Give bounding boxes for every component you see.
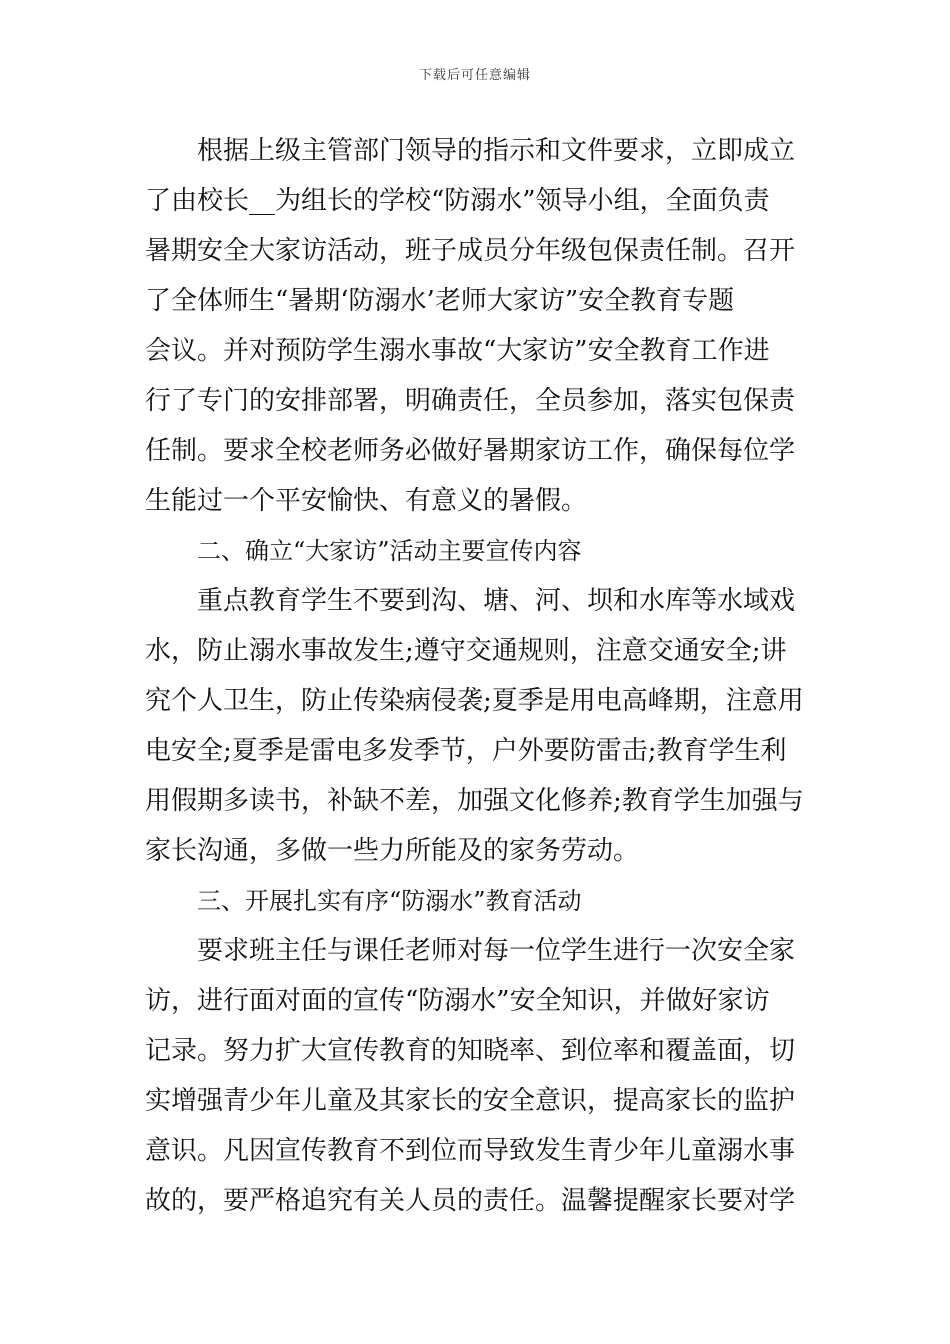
paragraph-2-line-4: 电安全;夏季是雷电多发季节，户外要防雷击;教育学生利	[145, 736, 787, 766]
document-body	[145, 126, 810, 1226]
paragraph-3-line-4: 实增强青少年儿童及其家长的安全意识，提高家长的监护	[145, 1086, 796, 1116]
paragraph-1-line-3: 暑期安全大家访活动，班子成员分年级包保责任制。召开	[145, 236, 796, 266]
paragraph-2-line-1: 重点教育学生不要到沟、塘、河、坝和水库等水域戏	[197, 586, 796, 616]
section-heading-2: 二、确立“大家访”活动主要宣传内容	[197, 537, 582, 565]
page-header: 下载后可任意编辑	[418, 68, 531, 83]
paragraph-3-line-2: 访，进行面对面的宣传“防溺水”安全知识，并做好家访	[145, 986, 770, 1016]
paragraph-1-line-4: 了全体师生“暑期‘防溺水’老师大家访”安全教育专题	[145, 286, 735, 316]
paragraph-2-line-6: 家长沟通，多做一些力所能及的家务劳动。	[145, 836, 640, 866]
paragraph-1-line-7: 任制。要求全校老师务必做好暑期家访工作，确保每位学	[145, 436, 796, 466]
paragraph-3-line-5: 意识。凡因宣传教育不到位而导致发生青少年儿童溺水事	[145, 1136, 796, 1166]
section-heading-3: 三、开展扎实有序“防溺水”教育活动	[197, 887, 582, 915]
paragraph-2-line-3: 究个人卫生，防止传染病侵袭;夏季是用电高峰期，注意用	[145, 686, 804, 716]
paragraph-3-line-1: 要求班主任与课任老师对每一位学生进行一次安全家	[197, 936, 796, 966]
paragraph-1-line-8: 生能过一个平安愉快、有意义的暑假。	[145, 486, 588, 516]
paragraph-1-line-5: 会议。并对预防学生溺水事故“大家访”安全教育工作进	[145, 336, 770, 366]
paragraph-2-line-5: 用假期多读书，补缺不差，加强文化修养;教育学生加强与	[145, 786, 804, 816]
paragraph-1-line-1: 根据上级主管部门领导的指示和文件要求，立即成立	[197, 136, 796, 166]
paragraph-2-line-2: 水，防止溺水事故发生;遵守交通规则，注意交通安全;讲	[145, 636, 787, 666]
paragraph-1-line-2: 了由校长__为组长的学校“防溺水”领导小组，全面负责	[145, 186, 770, 216]
paragraph-1-line-6: 行了专门的安排部署，明确责任，全员参加，落实包保责	[145, 386, 796, 416]
paragraph-3-line-3: 记录。努力扩大宣传教育的知晓率、到位率和覆盖面，切	[145, 1036, 796, 1066]
paragraph-3-line-6: 故的，要严格追究有关人员的责任。温馨提醒家长要对学	[145, 1186, 796, 1216]
